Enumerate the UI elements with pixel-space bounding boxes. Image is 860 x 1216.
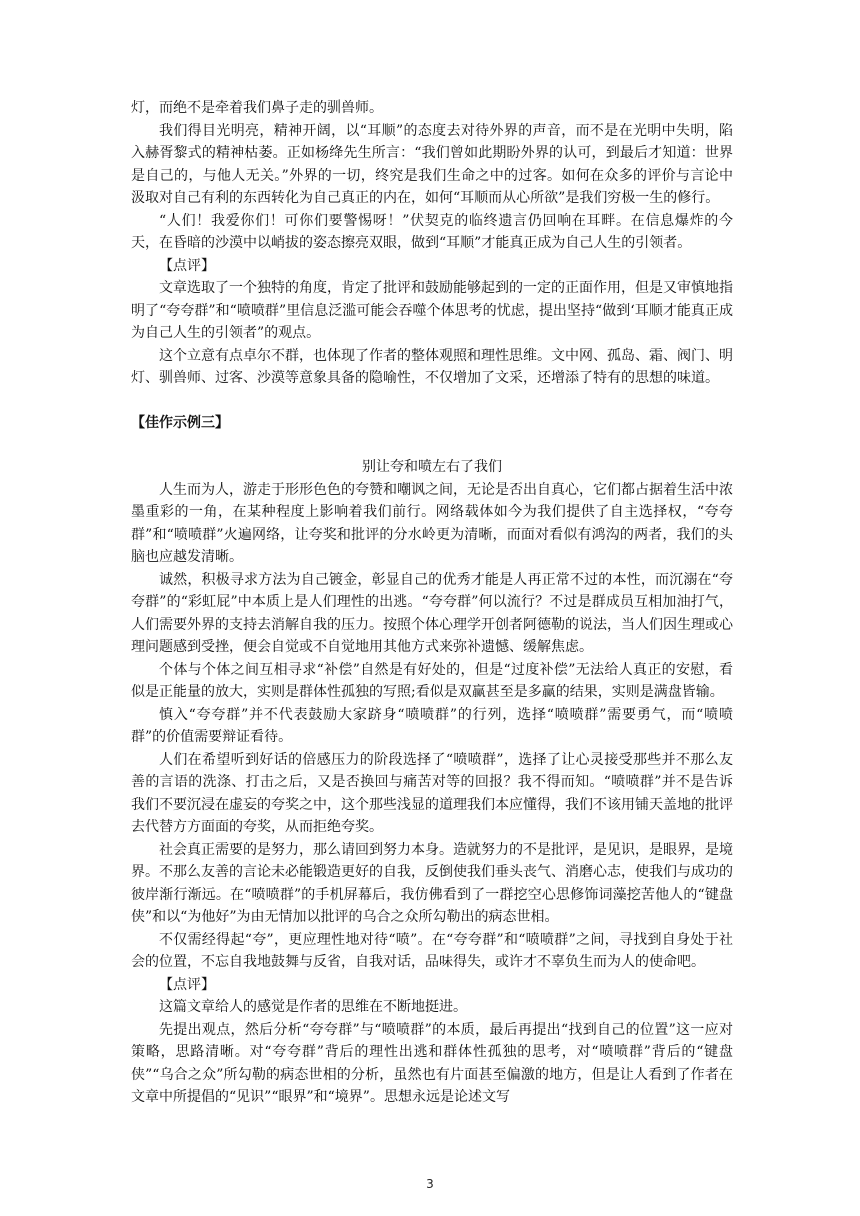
essay-paragraph: 慎入“夸夸群”并不代表鼓励大家跻身“喷喷群”的行列，选择“喷喷群”需要勇气，而“喷喷群”的价值需要辩证看待。: [131, 706, 733, 745]
essay-paragraph: 诚然，积极寻求方法为自己镀金，彰显自己的优秀才能是人再正常不过的本性，而沉溺在“夸夸群”的“彩虹屁”中本质上是人们理性的出逃。“夸夸群”何以流行？不过是群成员互相加油打气，人们需要外界的支持去消解自我的压力。按照个体心理学开创者阿德勒的说法，当人们因生理或心理问题感到受挫，便会自觉或不自觉地用其他方式来弥补遗憾、缓解焦虑。: [131, 571, 733, 655]
comment-paragraph: 文章选取了一个独特的角度，肯定了批评和鼓励能够起到的一定的正面作用，但是又审慎地指明了“夸夸群”和“喷喷群”里信息泛滥可能会吞噬个体思考的忧虑，提出坚持“做到‘耳顺才能真正成为自己人生的引领者”的观点。: [131, 280, 733, 341]
comment-paragraph: 这篇文章给人的感觉是作者的思维在不断地挺进。: [159, 999, 467, 1015]
comment-paragraph: 先提出观点，然后分析“夸夸群”与“喷喷群”的本质，最后再提出“找到自己的位置”这一应对策略，思路清晰。对“夸夸群”背后的理性出逃和群体性孤独的思考，对“喷喷群”背后的“键盘侠”“乌合之众”所勾勒的病态世相的分析，虽然也有片面甚至偏激的地方，但是让人看到了作者在文章中所提倡的“见识”“眼界”和“境界”。思想永远是论述文写: [131, 1021, 733, 1105]
essay-paragraph: 人生而为人，游走于形形色色的夸赞和嘲讽之间，无论是否出自真心，它们都占据着生活中浓墨重彩的一角，在某种程度上影响着我们前行。网络载体如今为我们提供了自主选择权，“夸夸群”和“喷喷群”火遍网络，让夸奖和批评的分水岭更为清晰，而面对看似有鸿沟的两者，我们的头脑也应越发清晰。: [131, 481, 733, 565]
essay-paragraph: 社会真正需要的是努力，那么请回到努力本身。造就努力的不是批评，是见识，是眼界，是境界。不那么友善的言论未必能锻造更好的自我，反倒使我们垂头丧气、消磨心志，使我们与成功的彼岸渐行渐远。在“喷喷群”的手机屏幕后，我仿佛看到了一群挖空心思修饰词藻挖苦他人的“键盘侠”和以“为他好”为由无情加以批评的乌合之众所勾勒出的病态世相。: [131, 841, 733, 925]
page-number: 3: [426, 1177, 434, 1191]
comment-label: 【点评】: [159, 257, 215, 274]
paragraph: “人们！我爱你们！可你们要警惕呀！”伏契克的临终遗言仍回响在耳畔。在信息爆炸的今天，在昏暗的沙漠中以峭拔的姿态擦亮双眼，做到“耳顺”才能真正成为自己人生的引领者。: [131, 212, 733, 251]
page-content: [131, 97, 733, 1109]
essay-paragraph: 个体与个体之间互相寻求“补偿”自然是有好处的，但是“过度补偿”无法给人真正的安慰，看似是正能量的放大，实则是群体性孤独的写照;看似是双赢甚至是多赢的结果，实则是满盘皆输。: [131, 661, 733, 700]
essay-paragraph: 人们在希望听到好话的倍感压力的阶段选择了“喷喷群”，选择了让心灵接受那些并不那么友善的言语的洗涤、打击之后，又是否换回与痛苦对等的回报？我不得而知。“喷喷群”并不是告诉我们不要沉浸在虚妄的夸奖之中，这个那些浅显的道理我们本应懂得，我们不该用铺天盖地的批评去代替方方面面的夸奖，从而拒绝夸奖。: [131, 751, 733, 835]
comment-label: 【点评】: [159, 976, 215, 993]
section-spacer: [131, 390, 733, 412]
paragraph-continuation: 灯，而绝不是牵着我们鼻子走的驯兽师。: [131, 100, 383, 116]
essay-title: 别让夸和喷左右了我们: [362, 459, 502, 475]
paragraph: 我们得目光明亮，精神开阔，以“耳顺”的态度去对待外界的声音，而不是在光明中失明，陷入赫胥黎式的精神枯萎。正如杨绛先生所言：“我们曾如此期盼外界的认可，到最后才知道：世界是自己的，与他人无关。”外界的一切，终究是我们生命之中的过客。如何在众多的评价与言论中汲取对自己有利的东西转化为自己真正的内在，如何“耳顺而从心所欲”是我们穷极一生的修行。: [131, 122, 733, 206]
section-heading: 【佳作示例三】: [131, 414, 229, 431]
comment-paragraph: 这个立意有点卓尔不群，也体现了作者的整体观照和理性思维。文中网、孤岛、霜、阀门、明灯、驯兽师、过客、沙漠等意象具备的隐喻性，不仅增加了文采，还增添了特有的思想的味道。: [131, 347, 733, 386]
essay-paragraph: 不仅需经得起“夸”，更应理性地对待“喷”。在“夸夸群”和“喷喷群”之间，寻找到自身处于社会的位置，不忘自我地鼓舞与反省，自我对话，品味得失，或许才不辜负生而为人的使命吧。: [131, 931, 733, 970]
section-spacer: [131, 434, 733, 456]
